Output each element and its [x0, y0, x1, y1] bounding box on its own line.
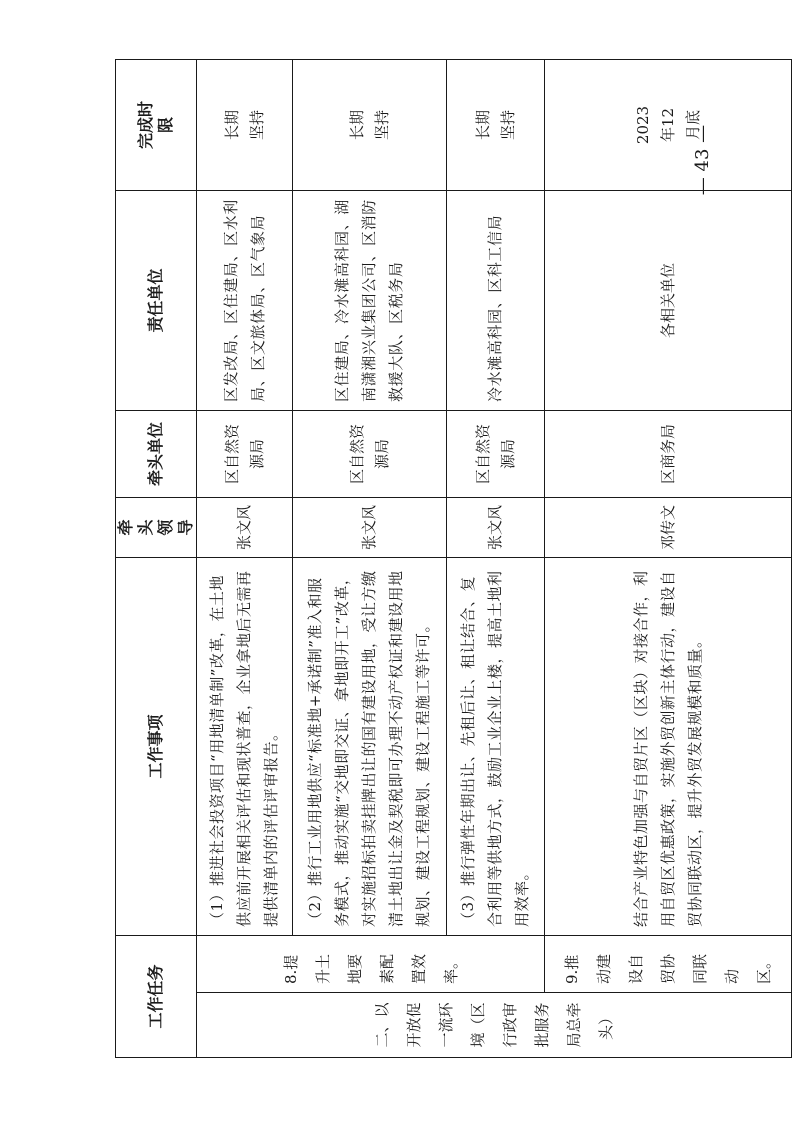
deadline-cell: 长期坚持 [197, 59, 293, 190]
resp-unit-cell: 各相关单位 [545, 190, 792, 410]
header-row [116, 59, 197, 1057]
leader-cell: 张文风 [447, 497, 545, 557]
lead-unit-cell: 区自然资源局 [197, 410, 293, 497]
sub-task-9-cell: 9.推动建设自贸协同联动区。 [545, 935, 792, 992]
header-task: 工作任务 [116, 935, 197, 1057]
work-task-table [115, 59, 792, 1058]
item-cell: （3）推行弹性年期出让、先租后让、租让结合、复合利用等供地方式，鼓励工业企业上楼，提高土地利用效率。 [447, 557, 545, 935]
leader-cell: 邓传文 [545, 497, 792, 557]
item-cell: （1）推进社会投资项目“用地清单制”改革，在土地供应前开展相关评估和现状普查，企业拿地后无需再提供清单内的评估评审报告。 [197, 557, 293, 935]
header-lead-unit: 牵头单位 [116, 410, 197, 497]
deadline-cell: 长期坚持 [447, 59, 545, 190]
resp-unit-cell: 区发改局、区住建局、区水利局、区文旅体局、区气象局 [197, 190, 293, 410]
table-row [545, 59, 792, 1057]
item-cell: （2）推行工业用地供应“标准地+承诺制”准入和服务模式，推动实施“交地即交证、拿地即开工”改革，对实施招标拍卖挂牌出让的国有建设用地，受让方缴清土地出让金及契税即可办理不动产权证和建设用地规划、建设工程规划、建设工程施工等许可。 [293, 557, 447, 935]
page-number: — 43 — [692, 124, 713, 196]
header-deadline: 完成时限 [116, 59, 197, 190]
table-row [197, 59, 293, 1057]
leader-cell: 张文风 [197, 497, 293, 557]
main-task-cell: 二、以开放促一流环境（区行政审批服务局总牵头） [197, 993, 792, 1058]
header-item: 工作事项 [116, 557, 197, 935]
item-cell: 结合产业特色加强与自贸片区（区块）对接合作，利用自贸区优惠政策，实施外贸创新主体行动，建设自贸协同联动区，提升外贸发展规模和质量。 [545, 557, 792, 935]
deadline-cell: 长期坚持 [293, 59, 447, 190]
table-row [447, 59, 545, 1057]
lead-unit-cell: 区商务局 [545, 410, 792, 497]
header-resp-unit: 责任单位 [116, 190, 197, 410]
resp-unit-cell: 区住建局、冷水滩高科园、湖南潇湘兴业集团公司、区消防救援大队、区税务局 [293, 190, 447, 410]
sub-task-8-cell: 8.提升土地要素配置效率。 [197, 935, 545, 992]
table-row [293, 59, 447, 1057]
deadline-cell: 2023年12月底 [545, 59, 792, 190]
resp-unit-cell: 冷水滩高科园、区科工信局 [447, 190, 545, 410]
lead-unit-cell: 区自然资源局 [447, 410, 545, 497]
header-leader: 牵头领导 [116, 497, 197, 557]
lead-unit-cell: 区自然资源局 [293, 410, 447, 497]
leader-cell: 张文风 [293, 497, 447, 557]
rotated-table-container [115, 60, 773, 1058]
